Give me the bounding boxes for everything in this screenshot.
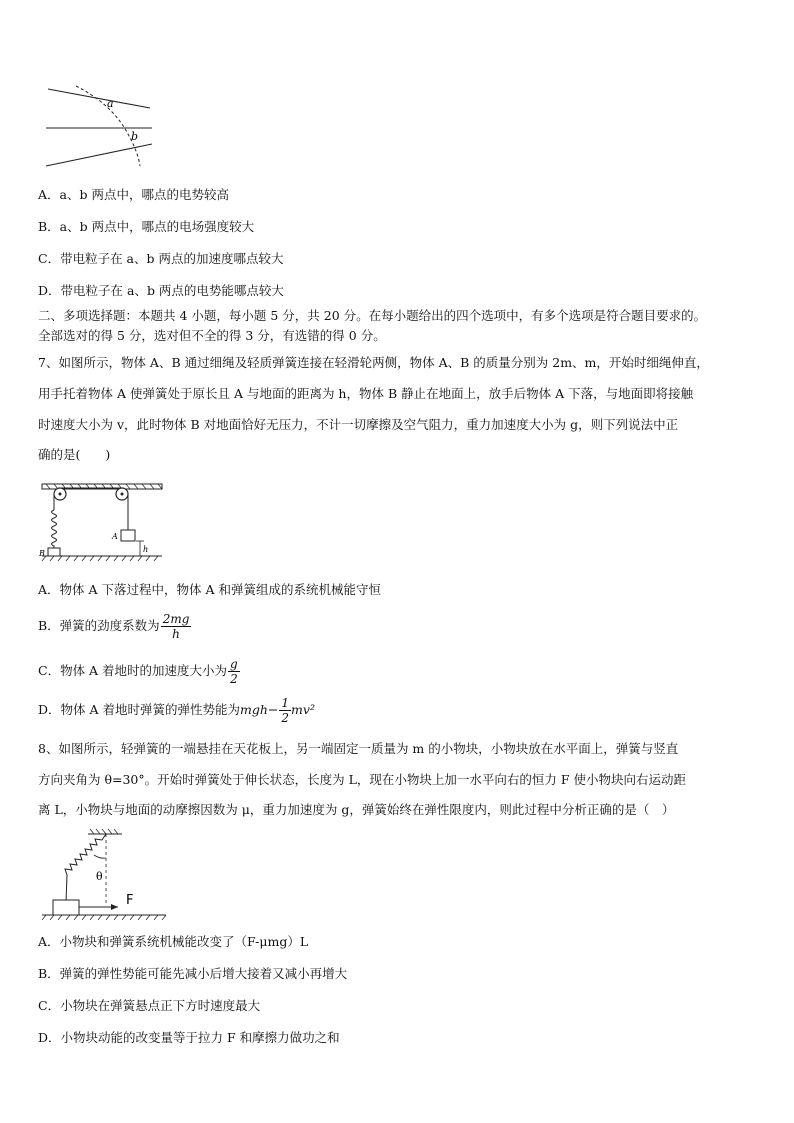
q7-option-a: A．物体 A 下落过程中，物体 A 和弹簧组成的系统机械能守恒 bbox=[38, 582, 381, 597]
q7-stem-line3: 时速度大小为 v，此时物体 B 对地面恰好无压力，不计一切摩擦及空气阻力，重力加速度大小为 g，则下列说法中正 bbox=[38, 417, 679, 432]
q7-option-c bbox=[38, 655, 240, 687]
q7-option-b bbox=[38, 610, 191, 642]
q8-block bbox=[53, 900, 79, 915]
q6-option-c: C．带电粒子在 a、b 两点的加速度哪点较大 bbox=[38, 251, 284, 266]
q7-option-d-fraction: $\frac{1}{2}$ bbox=[281, 696, 290, 725]
field-line-top bbox=[48, 89, 150, 108]
q6-option-a: A．a、b 两点中，哪点的电势较高 bbox=[38, 187, 229, 202]
q7-option-b-fraction: $\frac{2mg}{h}$ bbox=[162, 612, 190, 641]
point-a-label: a bbox=[107, 97, 114, 110]
field-line-bottom bbox=[46, 144, 152, 166]
q7-pulley-spring-figure bbox=[36, 478, 168, 570]
q7-option-c-fraction: $\frac{g}{2}$ bbox=[230, 657, 238, 686]
q6-field-lines-figure bbox=[40, 82, 160, 172]
q6-option-b: B．a、b 两点中，哪点的电场强度较大 bbox=[38, 219, 255, 234]
q8-stem-line2: 方向夹角为 θ=30°。开始时弹簧处于伸长状态，长度为 L，现在小物块上加一水平向右的恒力 F 使小物块向右运动距 bbox=[38, 772, 687, 787]
q7-stem-line2: 用手托着物体 A 使弹簧处于原长且 A 与地面的距离为 h，物体 B 静止在地面上，放手后物体 A 下落，与地面即将接触 bbox=[38, 386, 694, 401]
q7-option-d-mv2: mv² bbox=[291, 702, 315, 717]
force-f-label: F bbox=[126, 893, 134, 908]
spring bbox=[52, 510, 57, 548]
q7-stem-line4: 确的是( ) bbox=[38, 447, 111, 462]
block-b bbox=[48, 548, 60, 556]
q8-option-c: C．小物块在弹簧悬点正下方时速度最大 bbox=[38, 998, 261, 1013]
block-a-label: A bbox=[112, 532, 118, 541]
section2-instructions-line2: 全部选对的得 5 分，选对但不全的得 3 分，有选错的得 0 分。 bbox=[38, 328, 386, 343]
point-b-label: b bbox=[131, 130, 139, 143]
q7-option-d bbox=[38, 694, 315, 726]
section2-instructions-line1: 二、多项选择题：本题共 4 小题，每小题 5 分，共 20 分。在每小题给出的四个选项中，有多个选项是符合题目要求的。 bbox=[38, 308, 707, 323]
q8-stem-line1: 8、如图所示，轻弹簧的一端悬挂在天花板上，另一端固定一质量为 m 的小物块，小物块放在水平面上，弹簧与竖直 bbox=[38, 741, 679, 756]
q8-spring bbox=[65, 834, 106, 902]
q8-option-a: A．小物块和弹簧系统机械能改变了（F-μmg）L bbox=[38, 934, 309, 949]
q7-option-d-minus: − bbox=[267, 702, 279, 717]
q8-option-d: D．小物块动能的改变量等于拉力 F 和摩擦力做功之和 bbox=[38, 1030, 340, 1045]
q8-option-b: B．弹簧的弹性势能可能先减小后增大接着又减小再增大 bbox=[38, 966, 348, 981]
theta-label: θ bbox=[96, 870, 103, 883]
theta-arc bbox=[94, 855, 106, 858]
block-a bbox=[121, 530, 135, 541]
q7-option-b-text: B．弹簧的劲度系数为 bbox=[38, 618, 160, 633]
force-arrowhead bbox=[111, 904, 118, 910]
q8-stem-line3: 离 L，小物块与地面的动摩擦因数为 μ，重力加速度为 g，弹簧始终在弹性限度内，则此过程中分析正确的是（ ） bbox=[38, 802, 675, 817]
block-b-label: B bbox=[39, 549, 45, 558]
q7-option-c-text: C．物体 A 着地时的加速度大小为 bbox=[38, 663, 228, 678]
q7-option-d-text: D．物体 A 着地时弹簧的弹性势能为 bbox=[38, 702, 240, 717]
q7-option-d-mgh: mgh bbox=[240, 702, 268, 717]
q8-spring-block-figure bbox=[36, 828, 176, 926]
q6-option-d: D．带电粒子在 a、b 两点的电势能哪点较大 bbox=[38, 283, 284, 298]
height-h-label: h bbox=[143, 545, 149, 554]
q7-stem-line1: 7、如图所示，物体 A、B 通过细绳及轻质弹簧连接在轻滑轮两侧，物体 A、B 的质量分别为 2m、m，开始时细绳伸直， bbox=[38, 355, 709, 370]
